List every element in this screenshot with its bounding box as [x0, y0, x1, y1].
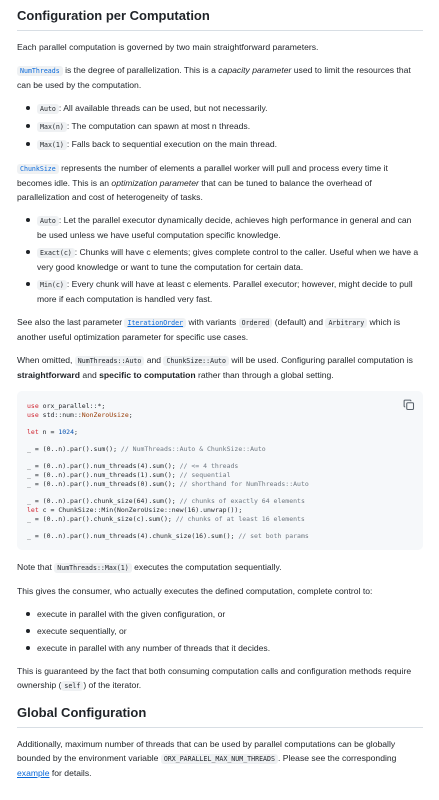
code-block: use orx_parallel::*; use std::num::NonZeroUsize; let n = 1024; _ = (0..n).par().sum(); // NumThreads::Auto & ChunkSize::Auto _ = (0..n).par().num_threads(4).sum(); // <= 4 threads _ = (0..n).par().num_threads(1).sum(); // sequential _ = (0..n).par().num_threads(0).sum(); // shorthand for NumThreads::Auto _ = (0..n).par().chunk_size(64).sum(); // chunks of exactly 64 elements let c = ChunkSize::Min(NonZeroUsize::new(16).unwrap()); _ = (0..n).par().chunk_size(c).sum(); // chunks of at least 16 elements _ = (0..n).par().num_threads(4).chunk_size(16).sum(); // set both params: [17, 391, 423, 550]
list-item: execute sequentially, or: [17, 624, 423, 638]
num-threads-list: [17, 101, 423, 152]
list-item: execute in parallel with the given configuration, or: [17, 607, 423, 621]
list-item: execute in parallel with any number of threads that it decides.: [17, 641, 423, 655]
control-list: [17, 607, 423, 655]
list-item: Max(n) : The computation can spawn at most n threads.: [17, 119, 423, 134]
list-item: Exact(c) : Chunks will have c elements; gives complete control to the caller. Useful when we have a very good knowledge or want to tune the computation for certain data.: [17, 245, 423, 274]
guarantee-paragraph: This is guaranteed by the fact that both consuming computation calls and configuration methods require ownership ( self ) of the iterator.: [17, 666, 412, 690]
num-threads-paragraph: NumThreads is the degree of parallelization. This is a capacity parameter used to limit the resources that can be used by the computation.: [17, 65, 411, 90]
chunk-size-list: [17, 213, 423, 306]
example-link[interactable]: example: [17, 768, 50, 778]
list-item: Min(c) : Every chunk will have at least c elements. Parallel executor; however, might decide to pull more if each computation is handled very fast.: [17, 277, 423, 306]
intro-paragraph: Each parallel computation is governed by two main straightforward parameters.: [17, 42, 319, 52]
see-also-paragraph: See also the last parameter IterationOrder with variants Ordered (default) and Arbitrary which is another useful optimization parameter for specific use cases.: [17, 317, 401, 342]
omitted-paragraph: When omitted, NumThreads::Auto and ChunkSize::Auto will be used. Configuring parallel computation is straightforward and specific to computation rather than through a global setting.: [17, 355, 413, 380]
global-config-paragraph: Additionally, maximum number of threads that can be used by parallel computations can be globally bounded by the environment variable ORX_PARALLEL_MAX_NUM_THREADS . Please see the corresponding example for details.: [17, 739, 397, 778]
section-title-global-configuration: Global Configuration: [17, 705, 423, 728]
list-item: Auto : All available threads can be used, but not necessarily.: [17, 101, 423, 116]
list-item: Max(1) : Falls back to sequential execution on the main thread.: [17, 137, 423, 152]
num-threads-code: NumThreads: [17, 66, 63, 76]
note-paragraph: Note that NumThreads::Max(1) executes the computation sequentially.: [17, 562, 282, 572]
consumer-paragraph: This gives the consumer, who actually executes the defined computation, complete control to:: [17, 586, 373, 596]
chunk-size-paragraph: ChunkSize represents the number of elements a parallel worker will pull and process every time it becomes idle. This is an optimization parameter that can be tuned to balance the overhead of parallelization and cost of heterogeneity of tasks.: [17, 163, 388, 202]
list-item: Auto : Let the parallel executor dynamically decide, achieves high performance in general and can be used unless we have useful computation specific knowledge.: [17, 213, 423, 242]
iteration-order-link[interactable]: IterationOrder: [124, 317, 186, 327]
chunk-size-code: ChunkSize: [17, 164, 59, 174]
copy-icon[interactable]: [403, 399, 415, 411]
section-title-configuration-per-computation: Configuration per Computation: [17, 8, 423, 31]
